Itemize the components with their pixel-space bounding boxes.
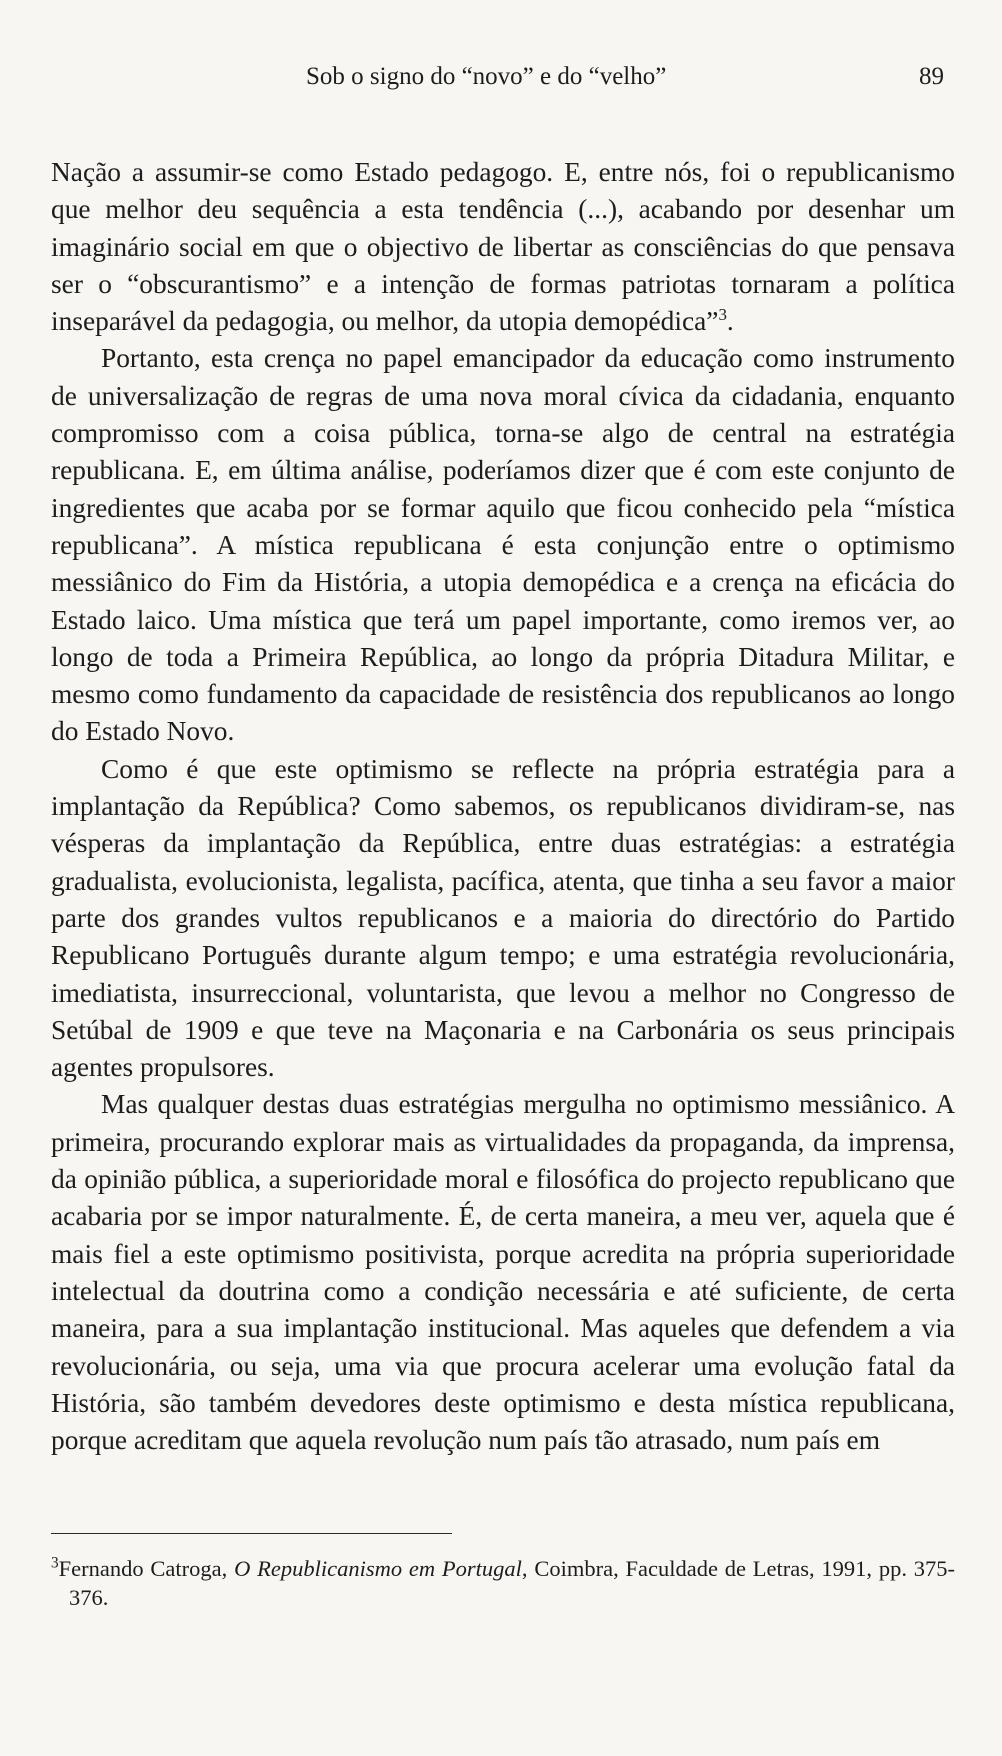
running-head-title: Sob o signo do “novo” e do “velho”	[306, 63, 667, 90]
footnote-divider	[51, 1533, 452, 1534]
paragraph-4: Mas qualquer destas duas estratégias mergulha no optimismo messiânico. A primeira, procurando explorar mais as virtualidades da propaganda, da imprensa, da opinião pública, a superioridade moral e filosófica do projecto republicano que acabaria por se impor naturalmente. É, de certa maneira, a meu ver, aquela que é mais fiel a este optimismo positivista, porque acredita na própria superioridade intelectual da doutrina como a condição necessária e até suficiente, de certa maneira, para a sua implantação institucional. Mas aqueles que defendem a via revolucionária, ou seja, uma via que procura acelerar uma evolução fatal da História, são também devedores deste optimismo e desta mística republicana, porque acreditam que aquela revolução num país tão atrasado, num país em	[51, 1089, 955, 1456]
footnote-book-title: O Republicanismo em Portugal	[234, 1556, 522, 1581]
page-number: 89	[919, 63, 944, 90]
paragraph-2: Portanto, esta crença no papel emancipador da educação como instrumento de universalização de regras de uma nova moral cívica da cidadania, enquanto compromisso com a coisa pública, torna-se algo de central na estratégia republicana. E, em última análise, poderíamos dizer que é com este conjunto de ingredientes que acaba por se formar aquilo que ficou conhecido pela “mística republicana”. A mística republicana é esta conjunção entre o optimismo messiânico do Fim da História, a utopia demopédica e a crença na eficácia do Estado laico. Uma mística que terá um papel importante, como iremos ver, ao longo de toda a Primeira República, ao longo da própria Ditadura Militar, e mesmo como fundamento da capacidade de resistência dos republicanos ao longo do Estado Novo.	[51, 343, 955, 747]
footnote-publication: , Coimbra, Faculdade de Letras, 1991, pp. 375-376.	[69, 1556, 955, 1610]
footnote-reference: 3	[718, 305, 727, 325]
footnote	[51, 1554, 955, 1612]
body-text	[51, 154, 955, 1459]
paragraph-1-text: Nação a assumir-se como Estado pedagogo. E, entre nós, foi o republicanismo que melhor deu sequência a esta tendência (...), acabando por desenhar um imaginário social em que o objectivo de libertar as consciências do que pensava ser o “obscurantismo” e a intenção de formas patriotas tornaram a política inseparável da pedagogia, ou melhor, da utopia demopédica”	[51, 157, 955, 337]
footnote-author: Fernando Catroga,	[58, 1556, 235, 1581]
paragraph-1-trailing: .	[726, 306, 734, 337]
paragraph-1	[51, 154, 955, 340]
footnote-text	[51, 1554, 955, 1612]
footnote-mark: 3	[51, 1554, 59, 1572]
paragraph-3: Como é que este optimismo se reflecte na própria estratégia para a implantação da República? Como sabemos, os republicanos dividiram-se, nas vésperas da implantação da República, entre duas estratégias: a estratégia gradualista, evolucionista, legalista, pacífica, atenta, que tinha a seu favor a maior parte dos grandes vultos republicanos e a maioria do directório do Partido Republicano Português durante algum tempo; e uma estratégia revolucionária, imediatista, insurreccional, voluntarista, que levou a melhor no Congresso de Setúbal de 1909 e que teve na Maçonaria e na Carbonária os seus principais agentes propulsores.	[51, 753, 955, 1083]
